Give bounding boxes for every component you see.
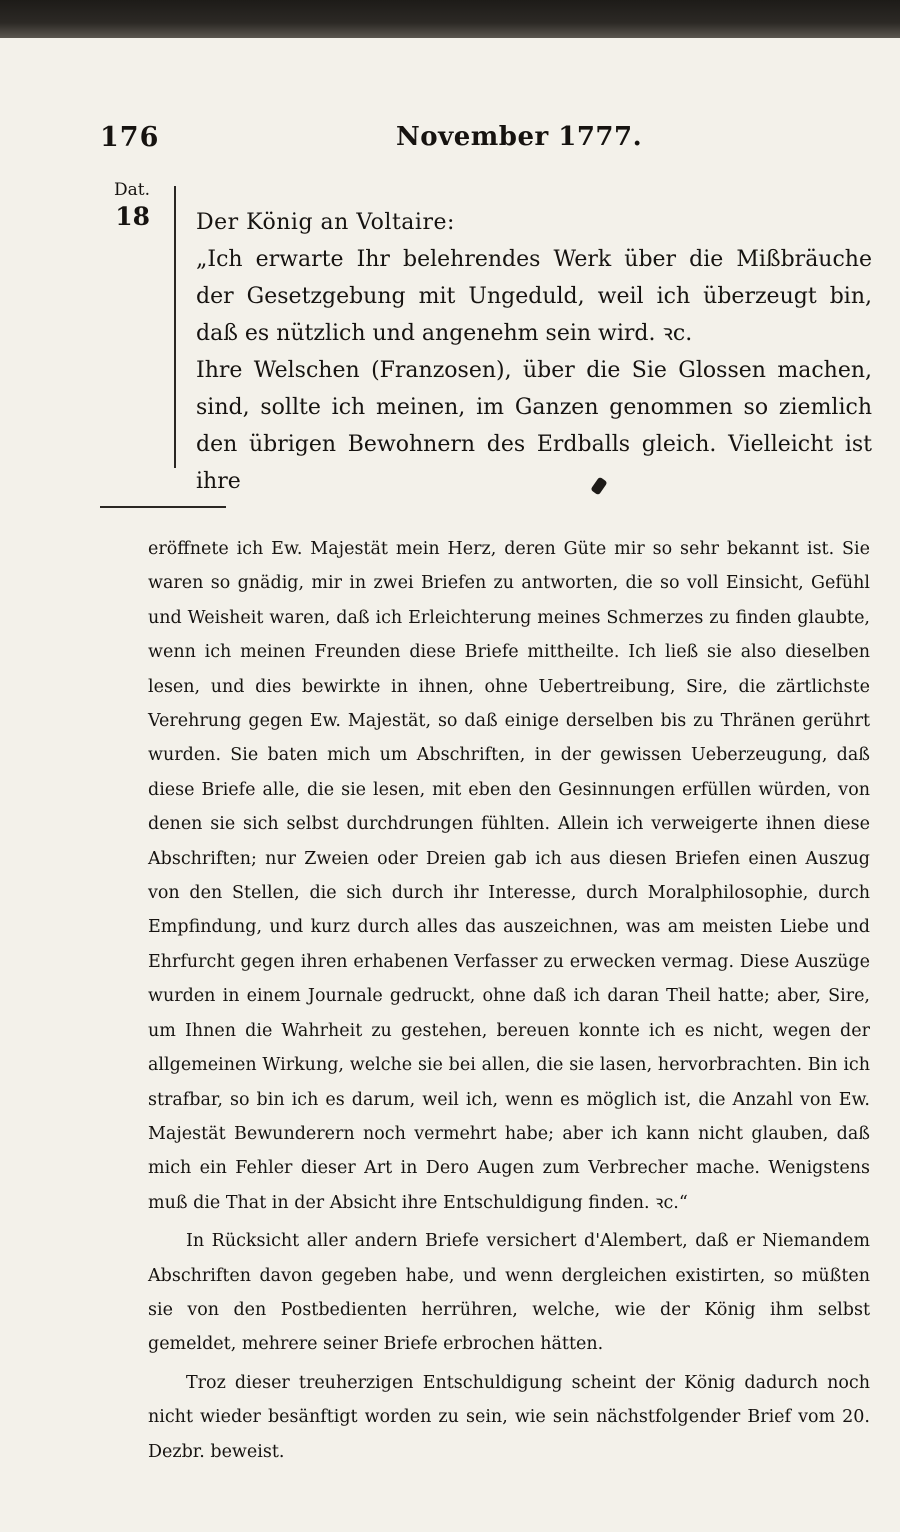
footnote-paragraph: Troz dieser treuherzigen Entschuldigung scheint der König dadurch noch nicht wieder besänftigt worden zu sein, wie sein nächstfolgender Brief vom 20. Dezbr. beweist.: [148, 1372, 870, 1462]
letter-body: [196, 204, 872, 500]
footnote-separator: [100, 506, 226, 508]
footnote-block: [148, 532, 870, 1469]
page-header: [0, 122, 900, 162]
running-head: November 1777.: [396, 122, 643, 152]
date-margin: [100, 180, 160, 231]
page-number: 176: [100, 122, 160, 153]
footnote-paragraph: In Rücksicht aller andern Briefe versichert d'Alembert, daß er Niemandem Abschriften davon gegeben habe, und wenn dergleichen existirten, so müßten sie von den Postbedienten herrühren, welche, wie der König ihm selbst gemeldet, mehrere seiner Briefe erbrochen hätten.: [148, 1231, 870, 1355]
footnote-paragraph: eröffnete ich Ew. Majestät mein Herz, deren Güte mir so sehr bekannt ist. Sie waren so gnädig, mir in zwei Briefen zu antworten, die so voll Einsicht, Gefühl und Weisheit waren, daß ich Erleichterung meines Schmerzes zu finden glaubte, wenn ich meinen Freunden diese Briefe mittheilte. Ich ließ sie also dieselben lesen, und dies bewirkte in ihnen, ohne Uebertreibung, Sire, die zärtlichste Verehrung gegen Ew. Majestät, so daß einige derselben bis zu Thränen gerührt wurden. Sie baten mich um Abschriften, in der gewissen Ueberzeugung, daß diese Briefe alle, die sie lesen, mit eben den Gesinnungen erfüllen würden, von denen sie sich selbst durchdrungen fühlten. Allein ich verweigerte ihnen diese Abschriften; nur Zweien oder Dreien gab ich aus diesen Briefen einen Auszug von den Stellen, die sich durch ihr Interesse, durch Moralphilosophie, durch Empfindung, und kurz durch alles das auszeichnen, was am meisten Liebe und Ehrfurcht gegen ihren erhabenen Verfasser zu erwecken vermag. Diese Auszüge wurden in einem Journale gedruckt, ohne daß ich daran Theil hatte; aber, Sire, um Ihnen die Wahrheit zu gestehen, bereuen konnte ich es nicht, wegen der allgemeinen Wirkung, welche sie bei allen, die sie lasen, hervorbrachten. Bin ich strafbar, so bin ich es darum, weil ich, wenn es möglich ist, die Anzahl von Ew. Majestät Bewunderern noch vermehrt habe; aber ich kann nicht glauben, daß mich ein Fehler dieser Art in Dero Augen zum Verbrecher mache. Wenigstens muß die That in der Absicht ihre Entschuldigung finden. ꝛc.“: [148, 539, 870, 1213]
margin-date-day: 18: [115, 202, 150, 231]
letter-salutation: Der König an Voltaire:: [196, 210, 455, 235]
letter-paragraph: Ihre Welschen (Franzosen), über die Sie Glossen machen, sind, sollte ich meinen, im Ganzen genommen so ziemlich den übrigen Bewohnern des Erdballs gleich. Vielleicht ist ihre: [196, 358, 872, 494]
margin-rule: [174, 186, 176, 468]
scan-top-edge: [0, 0, 900, 38]
margin-date-label: Dat.: [113, 180, 150, 200]
letter-paragraph: „Ich erwarte Ihr belehrendes Werk über die Mißbräuche der Gesetzgebung mit Ungeduld, weil ich überzeugt bin, daß es nützlich und angenehm sein wird. ꝛc.: [196, 247, 872, 346]
